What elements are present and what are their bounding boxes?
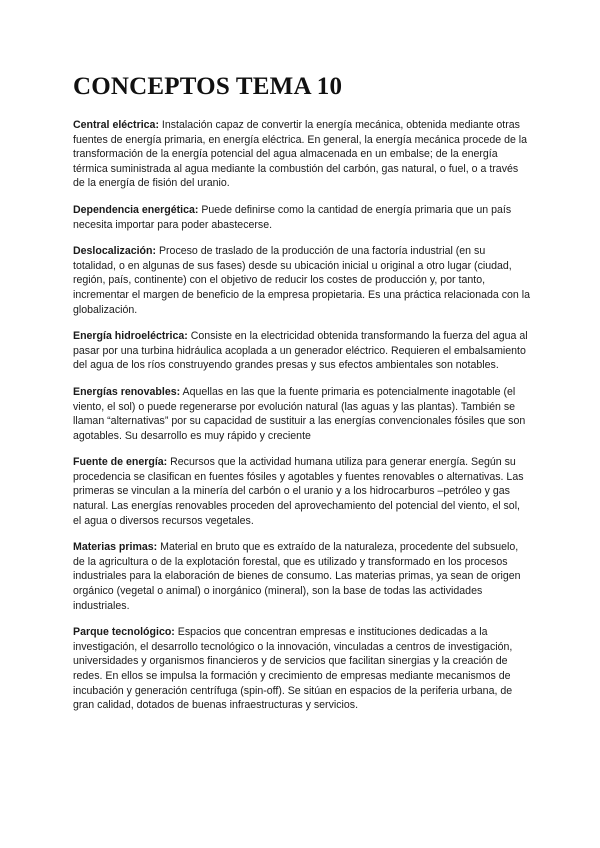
entry-term: Energías renovables: <box>73 385 181 398</box>
entry-term: Energía hidroeléctrica: <box>73 330 188 343</box>
entry-central-electrica <box>73 118 530 191</box>
entry-fuente-de-energia <box>73 455 530 528</box>
entry-deslocalizacion <box>73 244 530 317</box>
entry-definition: Recursos que la actividad humana utiliza para generar energía. Según su procedencia se clasifican en fuentes fósiles y agotables y fuentes renovables o alternativas. Las primeras se vinculan a la minería del carbón o el uranio y a los hidrocarburos –petróleo y gas natural. Las energías renovables proceden del aprovechamiento del potencial del viento, el sol, el agua o diversos recursos vegetales. <box>73 456 524 527</box>
entry-energias-renovables <box>73 385 530 443</box>
entry-term: Deslocalización: <box>73 245 157 258</box>
entry-dependencia-energetica <box>73 203 530 232</box>
entry-definition: Material en bruto que es extraído de la naturaleza, procedente del subsuelo, de la agricultura o de la explotación forestal, que es utilizado y transformado en los procesos industriales para la elaboración de bienes de consumo. Las materias primas, ya sean de origen orgánico (vegetal o animal) o inorgánico (mineral), son la base de todas las actividades industriales. <box>73 541 521 612</box>
entry-term: Parque tecnológico: <box>73 626 175 639</box>
entry-materias-primas <box>73 540 530 613</box>
entry-definition: Consiste en la electricidad obtenida transformando la fuerza del agua al pasar por una turbina hidráulica acoplada a un generador eléctrico. Requieren el embalsamiento del agua de los ríos construyendo grandes presas y sus efectos ambientales son notables. <box>73 330 528 372</box>
entry-definition: Aquellas en las que la fuente primaria es potencialmente inagotable (el viento, el sol) o puede regenerarse por evolución natural (las aguas y las plantas). También se llaman “alternativas” por su capacidad de sustituir a las energías convencionales fósiles que son agotables. Su desarrollo es muy rápido y creciente <box>73 385 526 442</box>
entry-definition: Puede definirse como la cantidad de energía primaria que un país necesita importar para poder abastecerse. <box>73 203 512 231</box>
entry-definition: Instalación capaz de convertir la energía mecánica, obtenida mediante otras fuentes de energía primaria, en energía eléctrica. En general, la energía mecánica procede de la transformación de la energía potencial del agua almacenada en un embalse; de la energía térmica suministrada al agua mediante la combustión del carbón, gas natural, o fuel, o a través de la energía de fisión del uranio. <box>73 119 528 190</box>
entry-term: Dependencia energética: <box>73 203 199 216</box>
entry-parque-tecnologico <box>73 625 530 713</box>
entry-term: Central eléctrica: <box>73 119 159 131</box>
document-page <box>73 72 530 725</box>
page-title: CONCEPTOS TEMA 10 <box>73 73 343 100</box>
entry-definition: Proceso de traslado de la producción de una factoría industrial (en su totalidad, o en algunas de sus fases) desde su ubicación inicial u original a otro lugar (ciudad, región, país, continente) con el objetivo de reducir los costes de producción y, por tanto, incrementar el margen de beneficio de la empresa propietaria. Es una práctica relacionada con la globalización. <box>73 245 530 316</box>
entry-definition: Espacios que concentran empresas e instituciones dedicadas a la investigación, el desarrollo tecnológico o la innovación, vinculadas a centros de investigación, universidades y organismos financieros y de servicios que facilitan sinergias y la creación de redes. En ellos se impulsa la formación y crecimiento de empresas mediante mecanismos de incubación y generación centrífuga (spin-off). Se sitúan en espacios de la periferia urbana, de gran calidad, dotados de buenas infraestructuras y servicios. <box>73 626 513 712</box>
entry-term: Materias primas: <box>73 541 158 554</box>
entry-energia-hidroelectrica <box>73 329 530 373</box>
entry-term: Fuente de energía: <box>73 456 168 469</box>
